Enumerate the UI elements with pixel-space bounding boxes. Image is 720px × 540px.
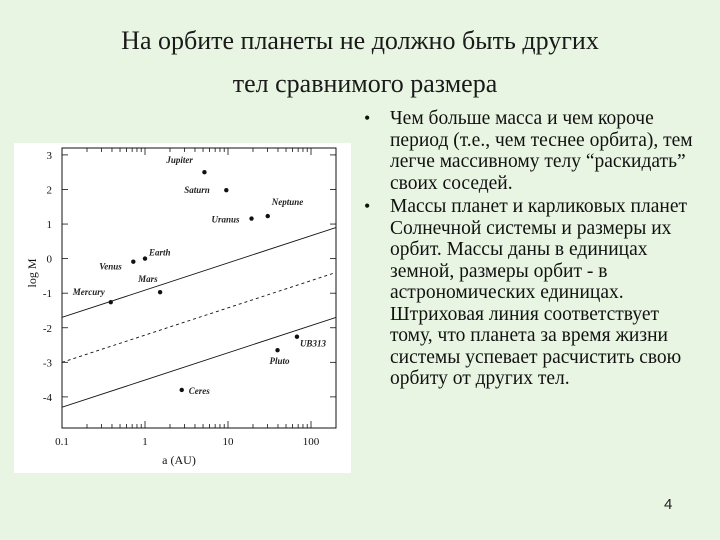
y-tick-label: 1 xyxy=(46,219,52,232)
bullet-text: Чем больше масса и чем короче период (т.е., чем теснее орбита), тем легче массивному телу “раскидать” своих соседей. xyxy=(390,108,693,194)
data-point-neptune xyxy=(266,214,270,218)
data-label-jupiter: Jupiter xyxy=(166,155,193,166)
data-label-pluto: Pluto xyxy=(269,356,290,367)
mass-orbit-plot xyxy=(14,143,351,473)
data-point-uranus xyxy=(249,216,253,220)
y-tick-label: -1 xyxy=(42,288,52,301)
data-point-mercury xyxy=(109,300,113,304)
data-label-ub313: UB313 xyxy=(299,338,326,349)
solid-reference-line xyxy=(62,228,336,318)
data-point-mars xyxy=(158,290,162,294)
page-number: 4 xyxy=(664,496,673,513)
data-label-ceres: Ceres xyxy=(188,385,210,396)
y-tick-label: -3 xyxy=(42,357,52,370)
bullet-text: Массы планет и карликовых планет Солнечной системы и размеры их орбит. Массы даны в единицах земной, размеры орбит - в астрономических единицах. Штриховая линия соответствует тому, что планета за время жизни системы успевает расчистить свою орбиту от других тел. xyxy=(390,196,687,389)
data-label-earth: Earth xyxy=(149,247,171,258)
x-tick-label: 1 xyxy=(142,436,148,448)
slide-title-line-1: На орбите планеты не должно быть других xyxy=(121,26,599,55)
slide-title-line-2: тел сравнимого размера xyxy=(232,69,498,98)
bullet-item xyxy=(362,196,702,390)
data-point-ceres xyxy=(180,388,184,392)
data-label-venus: Venus xyxy=(99,261,122,272)
y-tick-label: -4 xyxy=(42,391,52,404)
data-label-mars: Mars xyxy=(138,274,158,285)
x-tick-label: 0.1 xyxy=(55,436,69,448)
data-label-neptune: Neptune xyxy=(271,197,304,208)
data-label-mercury: Mercury xyxy=(72,287,105,298)
y-tick-label: 2 xyxy=(46,184,52,197)
y-axis-title: log M xyxy=(25,258,39,288)
x-axis-title: a (AU) xyxy=(162,453,196,467)
y-tick-label: -2 xyxy=(42,322,52,335)
y-tick-label: 3 xyxy=(46,149,52,162)
bullet-icon: • xyxy=(364,196,371,216)
data-point-pluto xyxy=(275,348,279,352)
data-point-ub313 xyxy=(295,335,299,339)
plot-svg xyxy=(14,143,351,473)
bullet-list xyxy=(362,108,702,392)
bullet-item xyxy=(362,108,702,194)
data-label-uranus: Uranus xyxy=(211,214,240,225)
data-point-jupiter xyxy=(202,170,206,174)
x-tick-label: 10 xyxy=(222,436,234,448)
data-point-earth xyxy=(143,256,147,260)
bullet-icon: • xyxy=(364,108,371,128)
x-tick-label: 100 xyxy=(302,436,320,448)
dashed-clearing-line xyxy=(62,272,336,362)
y-tick-label: 0 xyxy=(46,253,52,266)
data-point-saturn xyxy=(224,188,228,192)
data-point-venus xyxy=(131,260,135,264)
data-label-saturn: Saturn xyxy=(184,185,210,196)
